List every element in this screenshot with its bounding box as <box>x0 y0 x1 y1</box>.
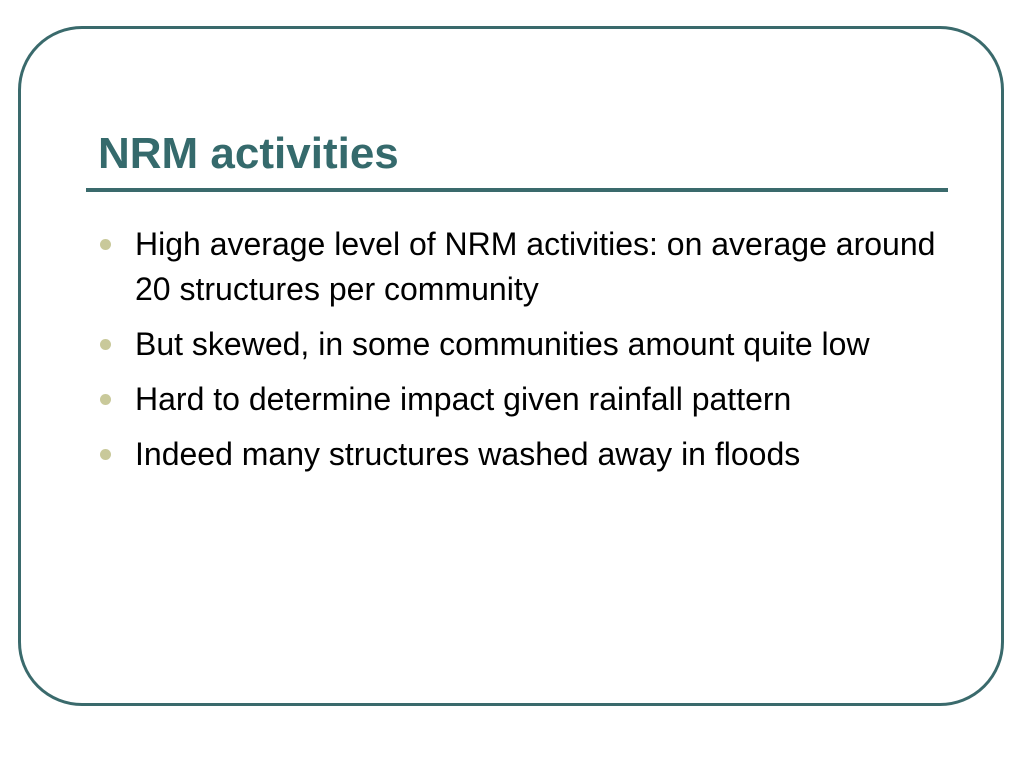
bullet-text: Hard to determine impact given rainfall pattern <box>135 381 792 417</box>
bullet-text: But skewed, in some communities amount quite low <box>135 326 870 362</box>
bullet-text: Indeed many structures washed away in floods <box>135 436 801 472</box>
bullet-item <box>98 432 958 477</box>
bullet-dot-icon <box>100 239 111 250</box>
bullet-dot-icon <box>100 339 111 350</box>
slide-title: NRM activities <box>98 129 399 178</box>
bullet-item <box>98 377 958 422</box>
bullet-list <box>98 222 958 487</box>
bullet-item <box>98 222 958 312</box>
bullet-dot-icon <box>100 394 111 405</box>
title-underline <box>86 188 948 192</box>
bullet-item <box>98 322 958 367</box>
bullet-dot-icon <box>100 449 111 460</box>
bullet-text: High average level of NRM activities: on average around 20 structures per community <box>135 226 936 307</box>
